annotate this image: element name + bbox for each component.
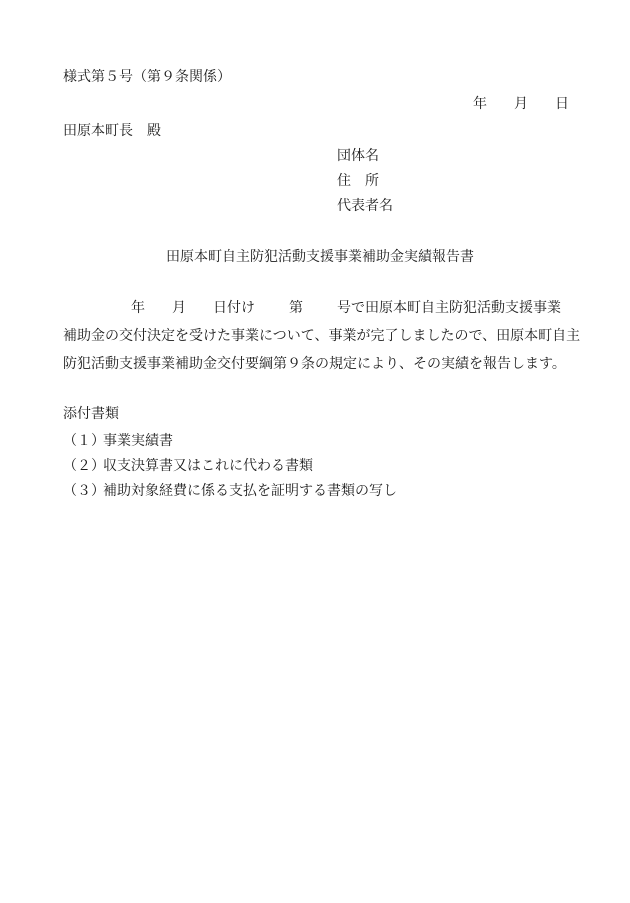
body-line-2: 補助金の交付決定を受けた事業について、事業が完了しましたので、田原本町自主	[63, 328, 581, 344]
body-line-1-text: 号で田原本町自主防犯活動支援事業	[337, 300, 561, 316]
attachment-text: 補助対象経費に係る支払を証明する書類の写し	[103, 483, 397, 499]
form-number-label: 様式第５号（第９条関係）	[63, 69, 231, 85]
date-month-label: 月	[514, 96, 528, 112]
attachment-number: （１）	[63, 433, 105, 449]
applicant-address-label: 住 所	[337, 173, 379, 189]
attachment-text: 事業実績書	[103, 433, 173, 449]
attachment-text: 収支決算書又はこれに代わる書類	[103, 458, 313, 474]
body-month-label: 月	[172, 300, 186, 316]
date-day-label: 日	[555, 96, 569, 112]
applicant-representative-label: 代表者名	[337, 198, 393, 214]
body-number-prefix: 第	[289, 300, 303, 316]
submission-date	[473, 97, 569, 111]
attachment-number: （３）	[63, 483, 105, 499]
body-year-label: 年	[131, 300, 145, 316]
attachments-heading: 添付書類	[63, 406, 119, 422]
body-dated-label: 日付け	[213, 300, 255, 316]
body-line-3: 防犯活動支援事業補助金交付要綱第９条の規定により、その実績を報告します。	[63, 356, 566, 372]
attachment-item	[63, 484, 397, 498]
report-body	[63, 301, 583, 385]
attachment-item	[63, 434, 173, 448]
body-line-1	[63, 301, 583, 329]
document-title: 田原本町自主防犯活動支援事業補助金実績報告書	[166, 249, 474, 265]
date-year-label: 年	[473, 96, 487, 112]
attachment-number: （２）	[63, 458, 105, 474]
attachment-item	[63, 459, 313, 473]
applicant-organization-label: 団体名	[337, 148, 379, 164]
addressee: 田原本町長 殿	[63, 123, 161, 139]
